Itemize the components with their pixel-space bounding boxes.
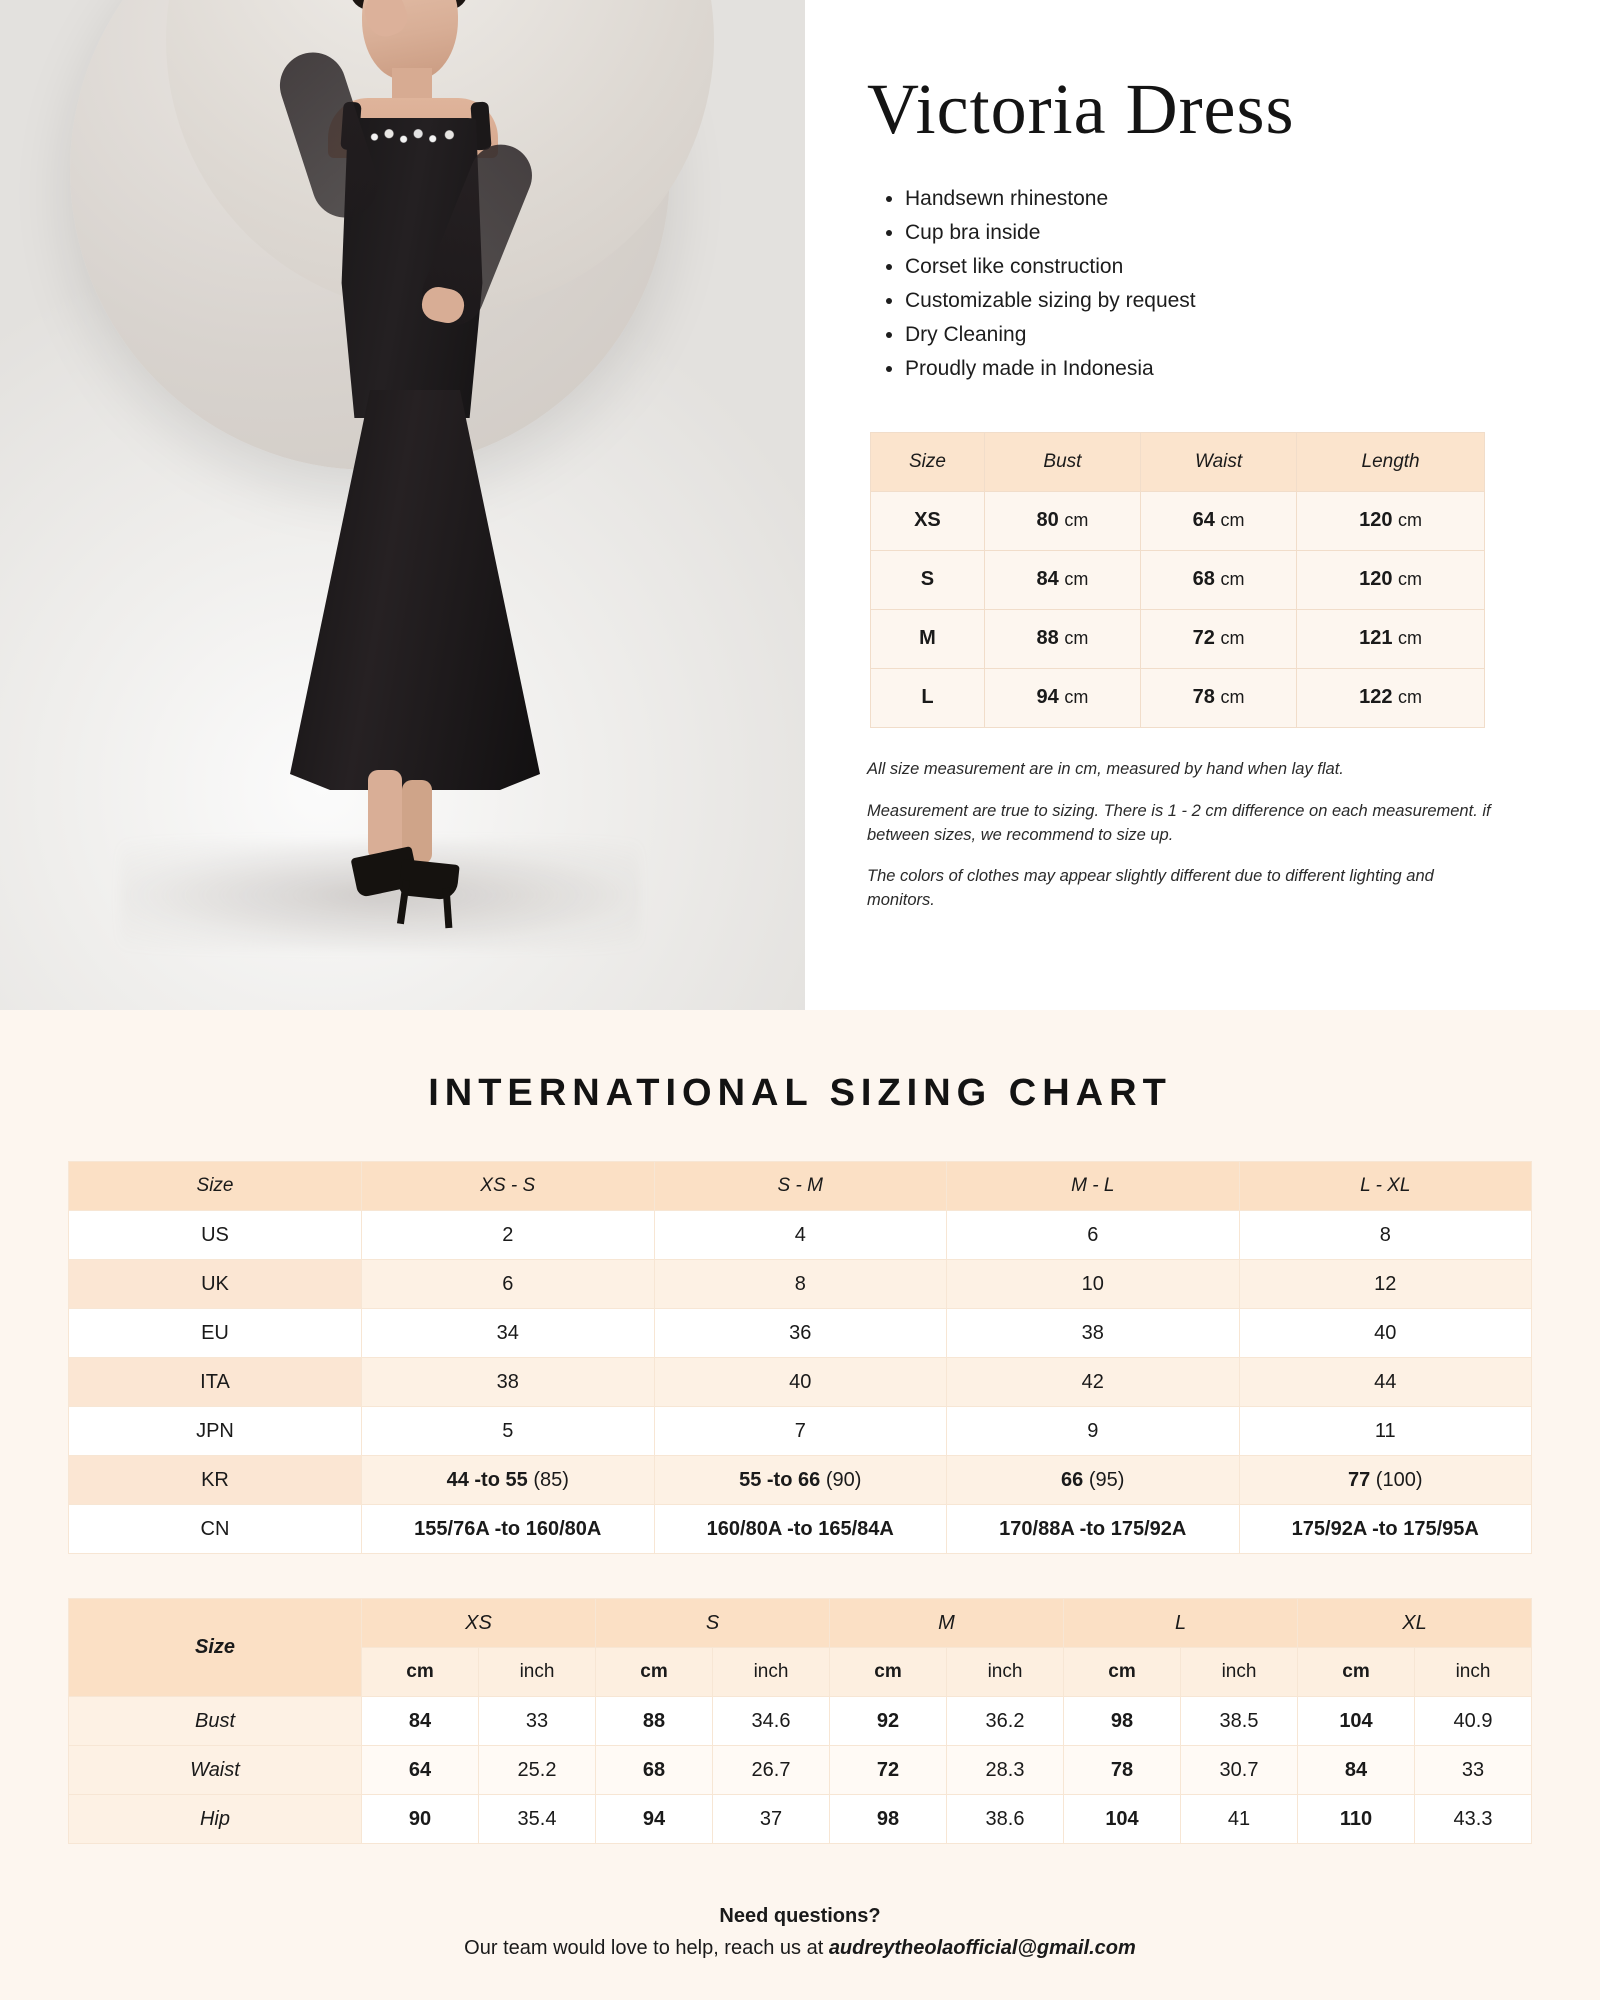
column-header-size: Size <box>69 1599 362 1697</box>
page-title: Victoria Dress <box>867 69 1295 149</box>
cell-value: 12 <box>1239 1260 1532 1309</box>
cell-length: 120 cm <box>1297 491 1485 550</box>
row-label-uk: UK <box>69 1260 362 1309</box>
list-item: • Corset like construction <box>905 250 1540 284</box>
cell-inch: 36.2 <box>947 1697 1064 1746</box>
cell-cm: 88 <box>596 1697 713 1746</box>
cell-waist: 78 cm <box>1141 668 1297 727</box>
row-label-eu: EU <box>69 1309 362 1358</box>
unit-label: cm <box>1398 569 1423 590</box>
table-row <box>69 1309 1532 1358</box>
cell-cm: 90 <box>362 1795 479 1844</box>
row-label-bust: Bust <box>69 1697 362 1746</box>
cell-value: 36 <box>654 1309 947 1358</box>
table-row <box>69 1697 1532 1746</box>
unit-header-cm: cm <box>830 1648 947 1697</box>
cell-value: 175/92A -to 175/95A <box>1239 1505 1532 1554</box>
cell-value: 5 <box>362 1407 655 1456</box>
cell-inch: 35.4 <box>479 1795 596 1844</box>
feature-list <box>867 182 1540 386</box>
product-photo <box>0 0 805 1010</box>
cell-cm: 110 <box>1298 1795 1415 1844</box>
cell-waist: 72 cm <box>1141 609 1297 668</box>
column-header-xs-s: XS - S <box>362 1162 655 1211</box>
cell-value: 40 <box>1239 1309 1532 1358</box>
row-label-cn: CN <box>69 1505 362 1554</box>
dress-skirt <box>290 390 540 790</box>
cell-value: 8 <box>1239 1211 1532 1260</box>
table-row <box>69 1211 1532 1260</box>
column-header-length: Length <box>1297 432 1485 491</box>
cell-inch: 38.6 <box>947 1795 1064 1844</box>
unit-label: cm <box>1220 687 1245 708</box>
unit-label: cm <box>1064 628 1089 649</box>
column-header-bust: Bust <box>984 432 1140 491</box>
cell-bust: 80 cm <box>984 491 1140 550</box>
unit-label: cm <box>1220 569 1245 590</box>
cell-value: 8 <box>654 1260 947 1309</box>
cell-cm: 98 <box>1064 1697 1181 1746</box>
group-header-m: M <box>830 1599 1064 1648</box>
cell-cm: 78 <box>1064 1746 1181 1795</box>
cell-value: 44 -to 55 (85) <box>362 1456 655 1505</box>
cell-value: 4 <box>654 1211 947 1260</box>
cell-cm: 104 <box>1298 1697 1415 1746</box>
unit-header-cm: cm <box>1064 1648 1181 1697</box>
table-row <box>69 1358 1532 1407</box>
table-row <box>69 1746 1532 1795</box>
unit-label: cm <box>1398 510 1423 531</box>
cell-value: 34 <box>362 1309 655 1358</box>
cell-size: S <box>871 550 985 609</box>
cell-cm: 98 <box>830 1795 947 1844</box>
note-text: All size measurement are in cm, measured by hand when lay flat. <box>867 759 1344 778</box>
list-item: • Customizable sizing by request <box>905 284 1540 318</box>
cell-inch: 37 <box>713 1795 830 1844</box>
cell-inch: 34.6 <box>713 1697 830 1746</box>
cell-value: 38 <box>362 1358 655 1407</box>
row-label-jpn: JPN <box>69 1407 362 1456</box>
group-header-s: S <box>596 1599 830 1648</box>
list-item: • Handsewn rhinestone <box>905 182 1540 216</box>
product-info <box>805 0 1600 1010</box>
row-label-us: US <box>69 1211 362 1260</box>
table-row <box>871 609 1485 668</box>
column-header-m-l: M - L <box>947 1162 1240 1211</box>
cell-size: M <box>871 609 985 668</box>
cell-value: 66 (95) <box>947 1456 1240 1505</box>
table-header-row-groups <box>69 1599 1532 1648</box>
cell-value: 55 -to 66 (90) <box>654 1456 947 1505</box>
unit-label: cm <box>1220 510 1245 531</box>
column-header-waist: Waist <box>1141 432 1297 491</box>
table-row <box>69 1456 1532 1505</box>
rhinestone-detail <box>362 126 466 148</box>
row-label-ita: ITA <box>69 1358 362 1407</box>
unit-header-inch: inch <box>1181 1648 1298 1697</box>
cell-value: 10 <box>947 1260 1240 1309</box>
table-header-row <box>871 432 1485 491</box>
list-item: • Cup bra inside <box>905 216 1540 250</box>
cell-inch: 33 <box>479 1697 596 1746</box>
cell-inch: 25.2 <box>479 1746 596 1795</box>
contact-email[interactable]: audreytheolaofficial@gmail.com <box>828 1937 1136 1959</box>
cell-inch: 43.3 <box>1415 1795 1532 1844</box>
cell-waist: 68 cm <box>1141 550 1297 609</box>
cell-cm: 84 <box>362 1697 479 1746</box>
unit-header-inch: inch <box>713 1648 830 1697</box>
cell-inch: 38.5 <box>1181 1697 1298 1746</box>
body-measurement-block <box>68 1598 1532 1844</box>
cell-cm: 84 <box>1298 1746 1415 1795</box>
cell-bust: 84 cm <box>984 550 1140 609</box>
note-text: Measurement are true to sizing. There is 1 - 2 cm difference on each measurement. if between sizes, we recommend to size up. <box>867 801 1491 844</box>
unit-label: cm <box>1064 687 1089 708</box>
unit-header-inch: inch <box>947 1648 1064 1697</box>
footer-contact <box>68 1900 1532 1964</box>
group-header-l: L <box>1064 1599 1298 1648</box>
column-header-size: Size <box>871 432 985 491</box>
cell-value: 6 <box>362 1260 655 1309</box>
cell-bust: 94 cm <box>984 668 1140 727</box>
cell-value: 7 <box>654 1407 947 1456</box>
unit-label: cm <box>1064 510 1089 531</box>
international-sizing-table <box>68 1161 1532 1554</box>
body-measurement-table <box>68 1598 1532 1844</box>
cell-cm: 68 <box>596 1746 713 1795</box>
cell-waist: 64 cm <box>1141 491 1297 550</box>
table-row <box>69 1505 1532 1554</box>
unit-header-inch: inch <box>479 1648 596 1697</box>
cell-cm: 92 <box>830 1697 947 1746</box>
measurement-notes <box>867 758 1492 914</box>
table-row <box>69 1407 1532 1456</box>
table-header-row <box>69 1162 1532 1211</box>
cell-value: 160/80A -to 165/84A <box>654 1505 947 1554</box>
cell-value: 42 <box>947 1358 1240 1407</box>
cell-value: 6 <box>947 1211 1240 1260</box>
unit-header-cm: cm <box>596 1648 713 1697</box>
cell-size: XS <box>871 491 985 550</box>
footer-help-text: Our team would love to help, reach us at <box>464 1937 829 1959</box>
sizing-chart-section <box>0 1010 1600 2000</box>
cell-inch: 30.7 <box>1181 1746 1298 1795</box>
cell-inch: 26.7 <box>713 1746 830 1795</box>
list-item: • Proudly made in Indonesia <box>905 352 1540 386</box>
unit-label: cm <box>1398 687 1423 708</box>
cell-value: 77 (100) <box>1239 1456 1532 1505</box>
list-item: • Dry Cleaning <box>905 318 1540 352</box>
unit-header-cm: cm <box>362 1648 479 1697</box>
cell-length: 121 cm <box>1297 609 1485 668</box>
unit-header-cm: cm <box>1298 1648 1415 1697</box>
table-row <box>871 668 1485 727</box>
cell-cm: 104 <box>1064 1795 1181 1844</box>
cell-inch: 40.9 <box>1415 1697 1532 1746</box>
unit-label: cm <box>1064 569 1089 590</box>
group-header-xs: XS <box>362 1599 596 1648</box>
cell-inch: 41 <box>1181 1795 1298 1844</box>
cell-value: 11 <box>1239 1407 1532 1456</box>
cell-cm: 72 <box>830 1746 947 1795</box>
table-row <box>69 1795 1532 1844</box>
footer-question: Need questions? <box>719 1905 881 1927</box>
cell-inch: 28.3 <box>947 1746 1064 1795</box>
unit-header-inch: inch <box>1415 1648 1532 1697</box>
column-header-s-m: S - M <box>654 1162 947 1211</box>
column-header-l-xl: L - XL <box>1239 1162 1532 1211</box>
unit-label: cm <box>1398 628 1423 649</box>
cell-cm: 64 <box>362 1746 479 1795</box>
row-label-kr: KR <box>69 1456 362 1505</box>
column-header-size: Size <box>69 1162 362 1211</box>
cell-length: 122 cm <box>1297 668 1485 727</box>
section-title: INTERNATIONAL SIZING CHART <box>428 1072 1172 1114</box>
cell-inch: 33 <box>1415 1746 1532 1795</box>
row-label-hip: Hip <box>69 1795 362 1844</box>
cell-size: L <box>871 668 985 727</box>
cell-bust: 88 cm <box>984 609 1140 668</box>
unit-label: cm <box>1220 628 1245 649</box>
cell-cm: 94 <box>596 1795 713 1844</box>
cell-value: 155/76A -to 160/80A <box>362 1505 655 1554</box>
table-row <box>871 491 1485 550</box>
cell-length: 120 cm <box>1297 550 1485 609</box>
table-row <box>69 1260 1532 1309</box>
cell-value: 9 <box>947 1407 1240 1456</box>
cell-value: 44 <box>1239 1358 1532 1407</box>
footer-help-line <box>68 1932 1532 1964</box>
product-measurement-table <box>870 432 1485 728</box>
model-figure <box>250 0 580 990</box>
note-text: The colors of clothes may appear slightly different due to different lighting and monitors. <box>867 867 1434 910</box>
table-row <box>871 550 1485 609</box>
cell-value: 170/88A -to 175/92A <box>947 1505 1240 1554</box>
cell-value: 40 <box>654 1358 947 1407</box>
row-label-waist: Waist <box>69 1746 362 1795</box>
model-leg-left <box>368 770 402 860</box>
group-header-xl: XL <box>1298 1599 1532 1648</box>
cell-value: 2 <box>362 1211 655 1260</box>
cell-value: 38 <box>947 1309 1240 1358</box>
